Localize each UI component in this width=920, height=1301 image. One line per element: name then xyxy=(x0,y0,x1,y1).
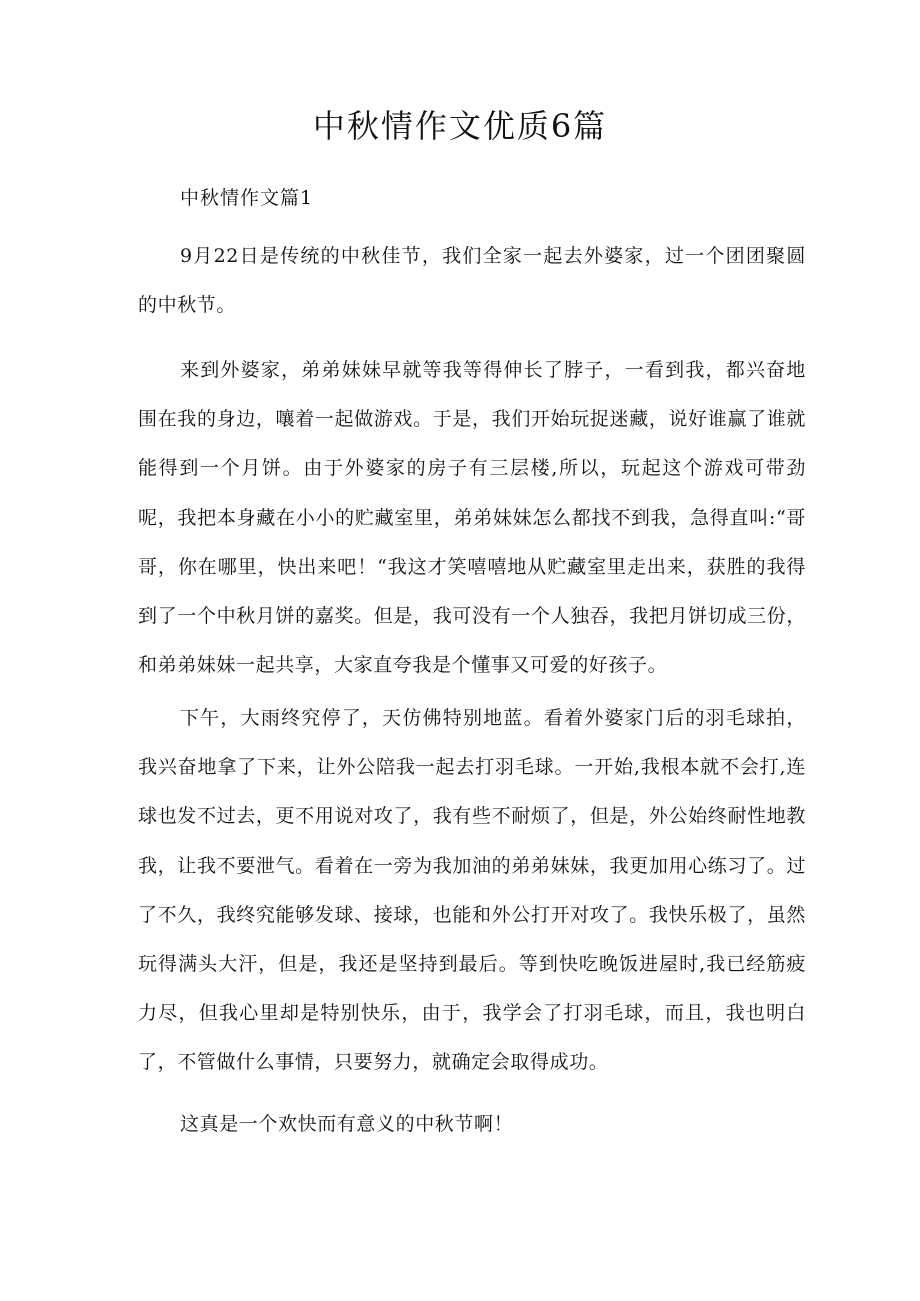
paragraph-1: 9月22日是传统的中秋佳节，我们全家一起去外婆家，过一个团团聚圆的中秋节。 xyxy=(138,245,806,317)
section-heading: 中秋情作文篇1 xyxy=(180,187,314,209)
document-title: 中秋情作文优质6篇 xyxy=(312,107,608,145)
paragraph-4: 这真是一个欢快而有意义的中秋节啊！ xyxy=(180,1113,514,1135)
paragraph-3: 下午，大雨终究停了，天仿佛特别地蓝。看着外婆家门后的羽毛球拍，我兴奋地拿了下来，让外公陪我一起去打羽毛球。一开始,我根本就不会打,连球也发不过去，更不用说对攻了，我有些不耐烦了，但是，外公始终耐性地教我，让我不要泄气。看着在一旁为我加油的弟弟妹妹，我更加用心练习了。过了不久，我终究能够发球、接球，也能和外公打开对攻了。我快乐极了，虽然玩得满头大汗，但是，我还是坚持到最后。等到快吃晚饭进屋时,我已经筋疲力尽，但我心里却是特别快乐，由于，我学会了打羽毛球，而且，我也明白了，不管做什么事情，只要努力，就确定会取得成功。 xyxy=(138,707,806,1074)
paragraph-2: 来到外婆家，弟弟妹妹早就等我等得伸长了脖子，一看到我，都兴奋地围在我的身边，嚷着一起做游戏。于是，我们开始玩捉迷藏，说好谁赢了谁就能得到一个月饼。由于外婆家的房子有三层楼,所以，玩起这个游戏可带劲呢，我把本身藏在小小的贮藏室里，弟弟妹妹怎么都找不到我，急得直叫:“哥哥，你在哪里，快出来吧！“我这才笑嘻嘻地从贮藏室里走出来，获胜的我得到了一个中秋月饼的嘉奖。但是，我可没有一个人独吞，我把月饼切成三份，和弟弟妹妹一起共享，大家直夸我是个懂事又可爱的好孩子。 xyxy=(138,359,806,677)
